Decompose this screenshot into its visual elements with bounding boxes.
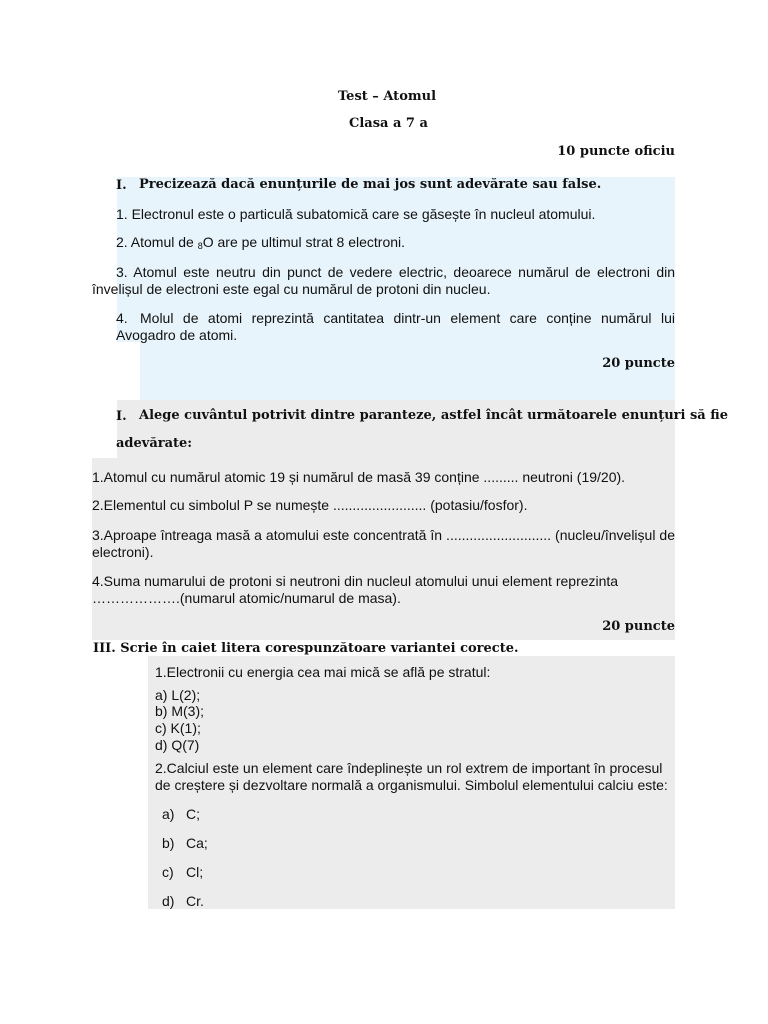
points-oficiu: 10 puncte oficiu (557, 144, 675, 159)
section3-heading: III. Scrie în caiet litera corespunzătoare variantei corecte. (93, 641, 519, 656)
section2-numeral: I. (116, 409, 127, 424)
item2-suffix: O are pe ultimul strat 8 electroni. (202, 234, 406, 250)
section1-numeral: I. (116, 178, 127, 193)
q2-text: 2.Calciul este un element care îndeplinește un rol extrem de important în procesul de creștere și dezvoltare normală a organismului. Simbolul elementului calciu este: (155, 760, 668, 793)
section1-heading: Precizează dacă enunțurile de mai jos sunt adevărate sau false. (139, 177, 602, 192)
q1-option-c: c) K(1); (155, 720, 201, 736)
section1-item-4-number: 4. (116, 310, 128, 326)
section2-item-4: 4.Suma numarului de protoni si neutroni din nucleul atomului unui element reprezinta ……………….(numarul atomic/numarul de masa). (92, 573, 619, 606)
q1-option-d: d) Q(7) (155, 737, 200, 753)
section1-points-shading (140, 342, 675, 400)
q2-option-b: Ca; (186, 835, 208, 851)
q2-letter-b: b) (162, 835, 175, 851)
section2-item-2: 2.Elementul cu simbolul P se numește ........................ (potasiu/fosfor). (92, 497, 528, 513)
q2-option-a: C; (186, 806, 200, 822)
section1-item-4: Molul de atomi reprezintă cantitatea dintr-un element care conține numărul lui Avogadro de atomi. (116, 310, 675, 343)
section2-points: 20 puncte (602, 619, 675, 634)
q2-option-c: Cl; (186, 864, 204, 880)
class-label: Clasa a 7 a (349, 116, 428, 131)
q1-text: 1.Electronii cu energia cea mai mică se află pe stratul: (155, 664, 491, 680)
q2-option-d: Cr. (186, 893, 204, 909)
q2-letter-d: d) (162, 893, 175, 909)
page-title: Test – Atomul (338, 89, 437, 104)
section1-points: 20 puncte (602, 356, 675, 371)
section2-item-3: 3.Aproape întreaga masă a atomului este concentrată în ........................... (nucleu/învelișul de electroni). (92, 527, 675, 560)
section2-heading-line1: Alege cuvântul potrivit dintre paranteze, astfel încât următoarele enunțuri să fie (139, 408, 728, 423)
q2-letter-a: a) (162, 806, 175, 822)
q1-option-b: b) M(3); (155, 703, 204, 719)
oxygen-atomic-number: 8 (197, 241, 203, 251)
section1-item-2 (116, 234, 405, 251)
section1-item-1: 1. Electronul este o particulă subatomică care se găsește în nucleul atomului. (116, 206, 596, 222)
section2-item-1: 1.Atomul cu numărul atomic 19 și numărul de masă 39 conține ......... neutroni (19/20). (92, 469, 626, 485)
q2-letter-c: c) (162, 864, 174, 880)
q1-option-a: a) L(2); (155, 687, 201, 703)
section1-item-3: 3. Atomul este neutru din punct de vedere electric, deoarece numărul de electroni din învelișul de electroni este egal cu numărul de protoni din nucleu. (92, 264, 675, 297)
item2-prefix: 2. Atomul de (116, 234, 198, 250)
section2-heading-line2: adevărate: (116, 436, 193, 451)
